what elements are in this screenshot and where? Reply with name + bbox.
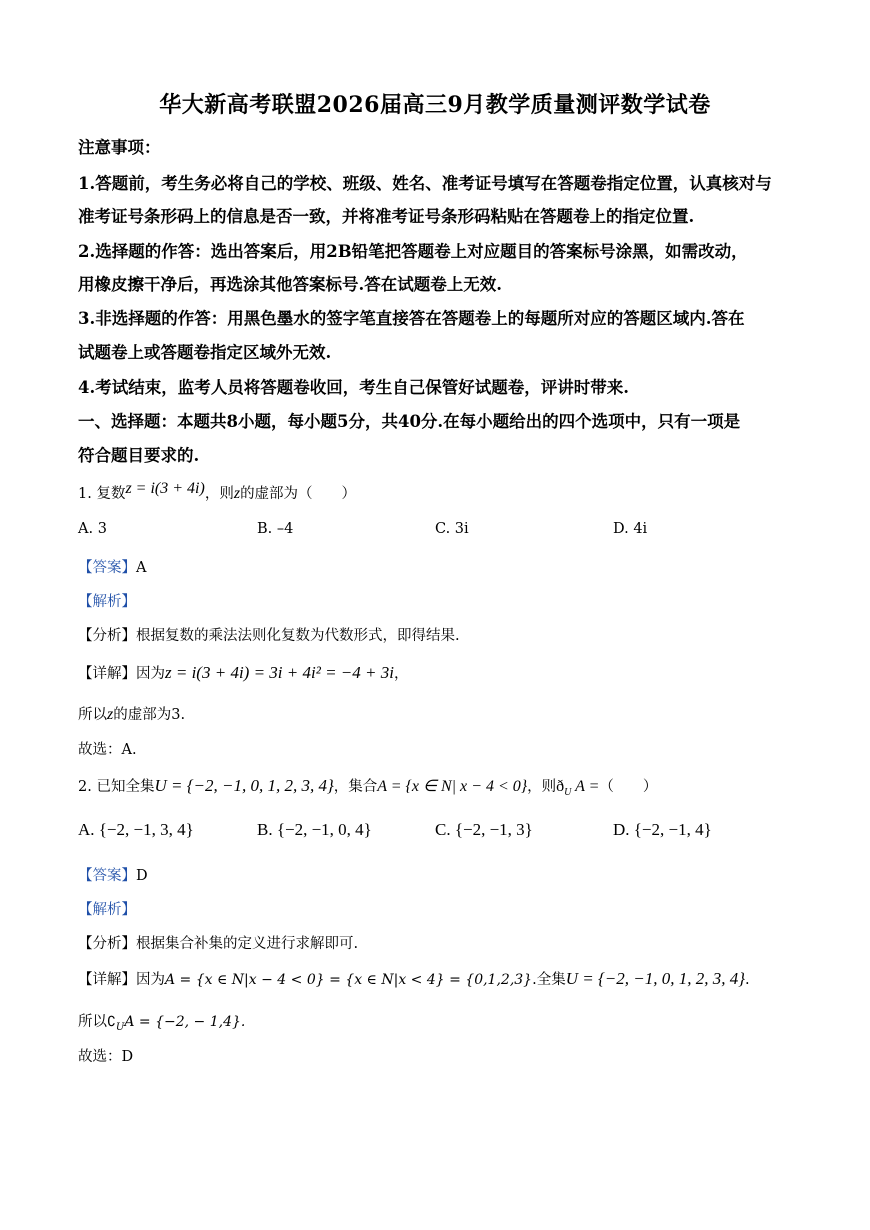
q2-choose: 故选：D — [78, 1049, 134, 1065]
q2-option-a: A. {−2, −1, 3, 4} — [78, 820, 194, 839]
q1-option-c: C. 3i — [435, 521, 469, 537]
q1-stem-formula: z = i(3 + 4i) — [125, 480, 205, 497]
q1-analysis-tag: 【解析】 — [78, 594, 136, 610]
q2-conclusion: 所以$∁_UA = \{-2$, − 1,4}. — [78, 1014, 246, 1033]
notice-line-6: 试题卷上或答题卷指定区域外无效. — [78, 343, 332, 362]
q2-answer: 【答案】D — [78, 868, 148, 884]
q1-answer: 【答案】A — [78, 560, 147, 576]
q2-universal-set: U = {−2, −1, 0, 1, 2, 3, 4} — [154, 776, 334, 795]
q2-fenxi: 【分析】根据集合补集的定义进行求解即可. — [78, 936, 359, 952]
q1-option-d: D. 4i — [613, 521, 648, 537]
q2-set-a: A = {x ∈ N| x − 4 < 0} — [377, 778, 528, 795]
notice-line-5: 3.非选择题的作答：用黑色墨水的签字笔直接答在答题卷上的每题所对应的答题区域内.答在 — [78, 309, 745, 328]
notice-heading: 注意事项： — [78, 138, 161, 157]
q1-option-b: B. –4 — [257, 521, 294, 537]
q1-choose: 故选：A. — [78, 742, 137, 758]
section-heading-line-1: 一、选择题：本题共8小题，每小题5分，共40分.在每小题给出的四个选项中，只有一项是 — [78, 412, 741, 431]
q2-complement: $ð_U$ A = — [556, 778, 600, 799]
q2-option-c: C. {−2, −1, 3} — [435, 820, 533, 839]
q2-option-b: B. {−2, −1, 0, 4} — [257, 820, 372, 839]
q1-stem: 1. 复数z = i(3 + 4i)，则z的虚部为（ ） — [78, 480, 357, 502]
notice-line-4: 用橡皮擦干净后，再选涂其他答案标号.答在试题卷上无效. — [78, 275, 502, 294]
notice-line-7: 4.考试结束，监考人员将答题卷收回，考生自己保管好试题卷，评讲时带来. — [78, 378, 629, 397]
q2-complement-result: $∁_UA = \{-2$, − 1,4}. — [107, 1014, 246, 1033]
q1-solution-formula: z = i(3 + 4i) = 3i + 4i² = −4 + 3i — [165, 663, 394, 682]
notice-line-1: 1.答题前，考生务必将自己的学校、班级、姓名、准考证号填写在答题卷指定位置，认真核对与 — [78, 174, 772, 193]
q1-option-a: A. 3 — [78, 521, 107, 537]
section-heading-line-2: 符合题目要求的. — [78, 446, 200, 465]
notice-line-2: 准考证号条形码上的信息是否一致，并将准考证号条形码粘贴在答题卷上的指定位置. — [78, 207, 695, 226]
q2-xiangjie: 【详解】因为A = {x ∈ N|x − 4 < 0} = {x ∈ N|x < 4} = {0,1,2,3}.全集U = {−2, −1, 0, 1, 2, 3, 4}. — [78, 969, 750, 988]
q2-option-d: D. {−2, −1, 4} — [613, 820, 712, 839]
q1-conclusion: 所以z的虚部为3. — [78, 706, 186, 723]
q1-fenxi: 【分析】根据复数的乘法法则化复数为代数形式，即得结果. — [78, 628, 460, 644]
page-title: 华大新高考联盟2026届高三9月教学质量测评数学试卷 — [159, 92, 711, 118]
q2-stem: 2. 已知全集U = {−2, −1, 0, 1, 2, 3, 4}，集合A = {x ∈ N| x − 4 < 0}，则$ð_U$ A =（ ） — [78, 776, 658, 799]
q2-analysis-tag: 【解析】 — [78, 902, 136, 918]
q2-solution-formula: A = {x ∈ N|x − 4 < 0} = {x ∈ N|x < 4} = {0,1,2,3} — [165, 972, 533, 988]
q1-xiangjie: 【详解】因为z = i(3 + 4i) = 3i + 4i² = −4 + 3i， — [78, 663, 409, 682]
notice-line-3: 2.选择题的作答：选出答案后，用2B铅笔把答题卷上对应题目的答案标号涂黑，如需改动， — [78, 242, 748, 261]
